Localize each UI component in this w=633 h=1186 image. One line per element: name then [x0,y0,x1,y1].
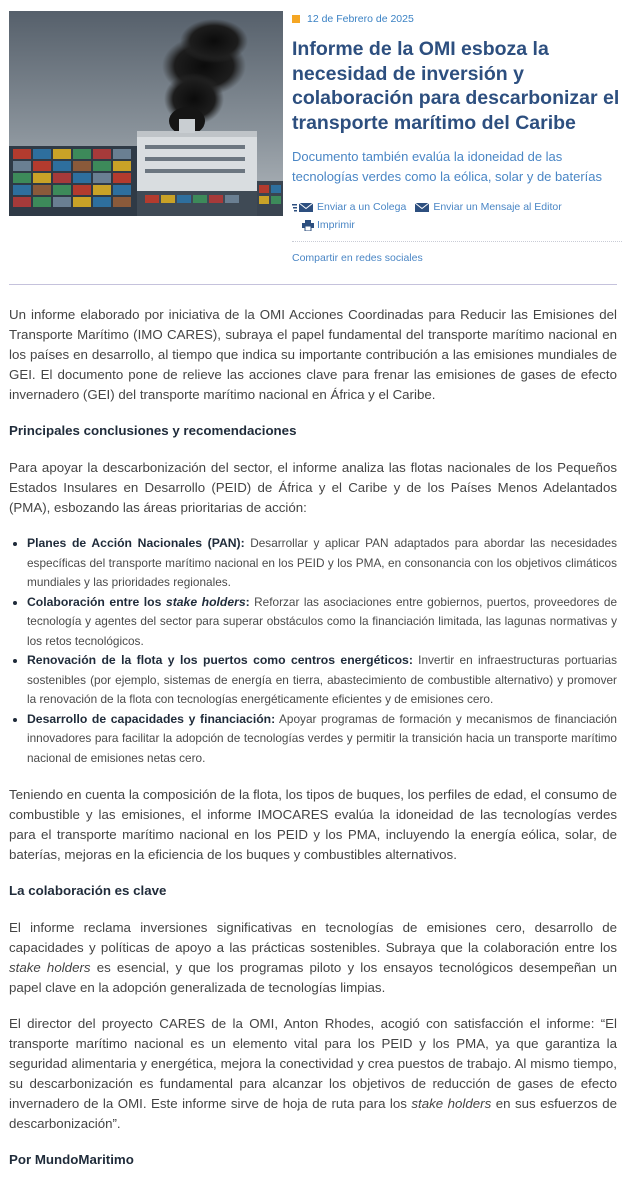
paragraph-emphasis: stake holders [411,1096,492,1111]
paragraph-part: El informe reclama inversiones significativas en tecnologías de emisiones cero, desarrollo de capacidades y políticas de apoyo a las prácticas sostenibles. Subraya que la colaboración entre los [9,920,617,955]
paragraph-part: es esencial, y que los programas piloto y los ensayos tecnológicos desempeñan un papel clave en la adopción generalizada de tecnologías limpias. [9,960,617,995]
list-item [27,534,617,593]
article-byline: Por MundoMaritimo [9,1152,134,1167]
send-to-colleague-label: Enviar a un Colega [317,201,407,213]
print-label: Imprimir [317,219,355,231]
list-item-text: Invertir en infraestructuras portuarias sostenibles (por ejemplo, sistemas de energía en tierra, abastecimiento de combustible alternativo) y promover la renovación de la flota con tecnologías energéticamente eficientes y de emisiones cero. [27,653,617,706]
list-item-title [27,595,250,609]
share-social-link[interactable]: Compartir en redes sociales [292,252,423,264]
list-item-title: Renovación de la flota y los puertos como centros energéticos: [27,653,413,667]
list-item-title-emphasis: stake holders [165,594,246,609]
list-item-title: Planes de Acción Nacionales (PAN): [27,536,245,550]
article-subtitle: Documento también evalúa la idoneidad de las tecnologías verdes como la eólica, solar y de baterías [292,149,603,184]
header-divider [9,284,617,285]
date-marker-icon [292,15,300,23]
article-title: Informe de la OMI esboza la necesidad de inversión y colaboración para descarbonizar el transporte marítimo del Caribe [292,38,620,134]
article-body [9,305,617,1186]
article-paragraph: Un informe elaborado por iniciativa de la OMI Acciones Coordinadas para Reducir las Emisiones del Transporte Marítimo (IMO CARES), subraya el papel fundamental del transporte marítimo nacional en los países en desarrollo, al tiempo que indica su importante contribución a las emisiones mundiales de GEI. El documento pone de relieve las acciones clave para frenar las emisiones de gases de efecto invernadero (GEI) del transporte marítimo nacional en África y el Caribe. [9,307,617,402]
share-divider [292,241,622,242]
section-heading: La colaboración es clave [9,883,167,898]
article-hero-image [9,11,283,216]
print-icon [302,220,314,231]
list-item-text: Apoyar programas de formación y mecanismos de financiación innovadores para facilitar la adopción de tecnologías verdes y permitir la transición hacia un transporte marítimo nacional de emisiones netas cero. [27,711,617,765]
article-header [292,11,622,264]
list-item-text: Desarrollar y aplicar PAN adaptados para abordar las necesidades específicas del transporte marítimo nacional en los PEID y los PMA, en consonancia con los objetivos climáticos mundiales y las prioridades regionales. [27,536,617,589]
date-row [292,11,622,27]
priority-list [9,534,617,768]
paragraph-part: en sus esfuerzos de descarbonización”. [9,1096,617,1131]
list-item-title-part: Colaboración entre los [27,594,166,609]
article-paragraph: Teniendo en cuenta la composición de la flota, los tipos de buques, los perfiles de edad, el consumo de combustible y las emisiones, el informe IMOCARES evalúa la idoneidad de las tecnologías verdes para el transporte marítimo nacional en los PEID y los PMA, incluyendo la energía eólica, solar, de baterías, mejoras en la eficiencia de los buques y combustibles alternativos. [9,787,617,862]
print-link[interactable] [302,219,355,231]
section-heading: Principales conclusiones y recomendaciones [9,423,297,438]
article-paragraph: Para apoyar la descarbonización del sector, el informe analiza las flotas nacionales de los Pequeños Estados Insulares en Desarrollo (PEID) de África y el Caribe y de los Países Menos Adelantados (PMA), esbozando las áreas prioritarias de acción: [9,460,617,515]
list-item-title: Desarrollo de capacidades y financiación: [27,711,276,726]
list-item [27,710,617,769]
paragraph-part: El director del proyecto CARES de la OMI, Anton Rhodes, acogió con satisfacción el informe: “El transporte marítimo nacional es un elemento vital para los PEID y los PMA, ya que garantiza la seguridad alimentaria y energética, mejora la conectividad y crea puestos de trabajo. Al mismo tiempo, su descarbonización es fundamental para alcanzar los objetivos de reducción de gases de efecto invernadero de la OMI. Este informe sirve de hoja de ruta para los [9,1016,617,1111]
list-item-title-part: : [245,594,250,609]
paragraph-emphasis: stake holders [9,960,91,975]
send-to-colleague-link[interactable] [292,201,406,213]
list-item [27,651,617,710]
article-paragraph [9,1014,617,1134]
list-item [27,593,617,652]
message-editor-label: Enviar un Mensaje al Editor [433,201,562,213]
mail-icon [292,202,314,213]
article-actions [292,201,622,231]
article-date: 12 de Febrero de 2025 [307,13,414,25]
article-paragraph [9,918,617,998]
mail-icon [414,202,430,213]
list-item-text: Reforzar las asociaciones entre gobiernos, puertos, proveedores de tecnología y agentes del sector para superar obstáculos como la financiación limitada, las lagunas normativas y los retos tecnológicos. [27,594,618,648]
message-editor-link[interactable] [414,201,561,213]
